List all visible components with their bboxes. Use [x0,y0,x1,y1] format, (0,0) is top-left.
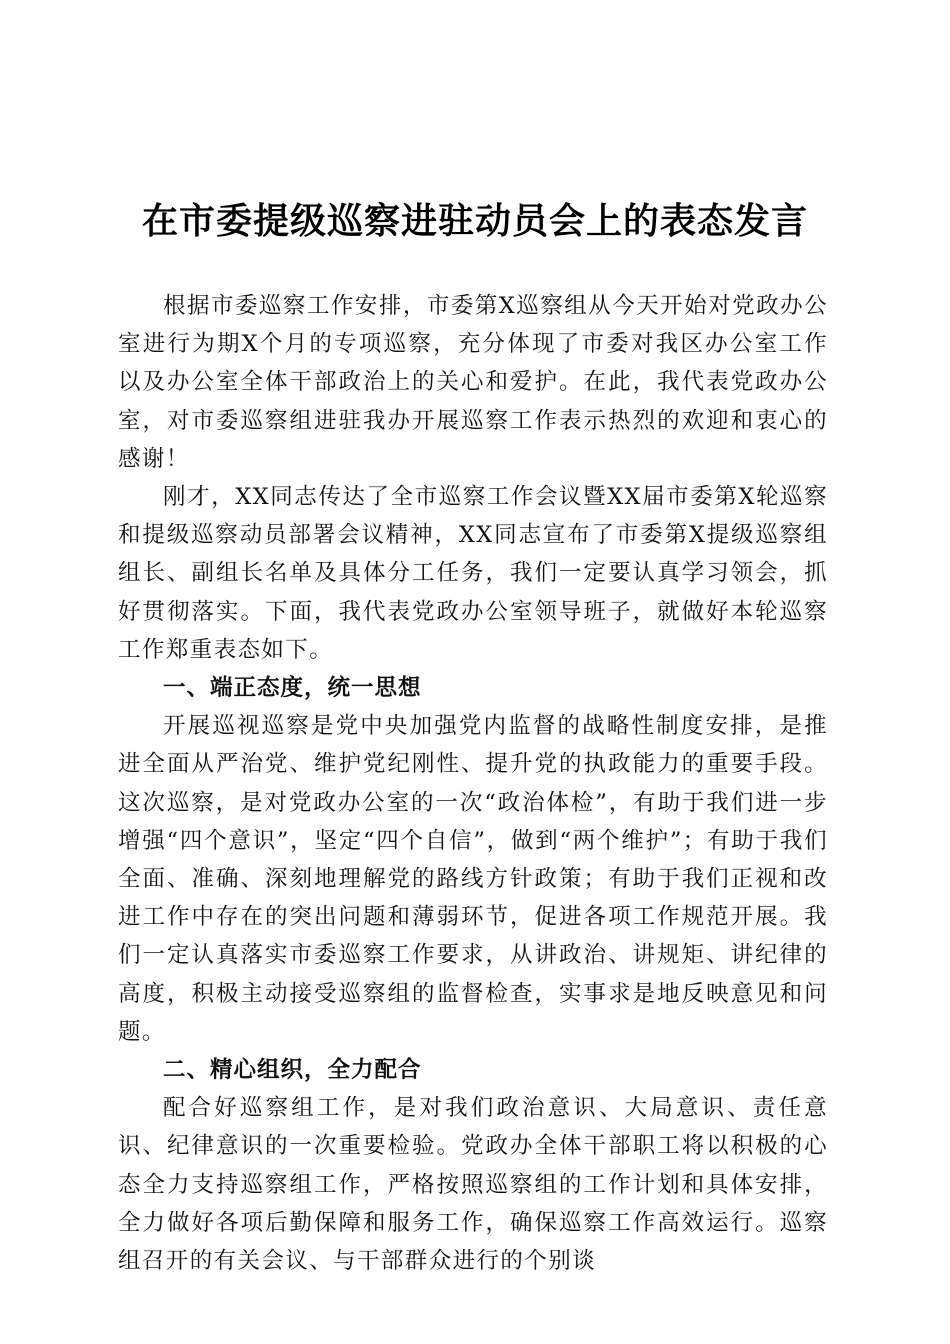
paragraph-section-2: 配合好巡察组工作，是对我们政治意识、大局意识、责任意识、纪律意识的一次重要检验。党政办全体干部职工将以积极的心态全力支持巡察组工作，严格按照巡察组的工作计划和具体安排，全力做好各项后勤保障和服务工作，确保巡察工作高效运行。巡察组召开的有关会议、与干部群众进行的个别谈 [118,1095,828,1275]
document-title: 在市委提级巡察进驻动员会上的表态发言 [141,200,808,242]
document-body [118,287,828,1280]
section-heading-1: 一、端正态度，统一思想 [163,675,422,702]
paragraph-intro: 根据市委巡察工作安排，市委第X巡察组从今天开始对党政办公室进行为期X个月的专项巡察，充分体现了市委对我区办公室工作以及办公室全体干部政治上的关心和爱护。在此，我代表党政办公室，对市委巡察组进驻我办开展巡察工作表示热烈的欢迎和衷心的感谢！ [118,293,828,472]
paragraph-meeting: 刚才，XX同志传达了全市巡察工作会议暨XX届市委第X轮巡察和提级巡察动员部署会议精神，XX同志宣布了市委第X提级巡察组组长、副组长名单及具体分工任务，我们一定要认真学习领会，抓好贯彻落实。下面，我代表党政办公室领导班子，就做好本轮巡察工作郑重表态如下。 [118,484,828,663]
paragraph-section-1: 开展巡视巡察是党中央加强党内监督的战略性制度安排，是推进全面从严治党、维护党纪刚性、提升党的执政能力的重要手段。这次巡察，是对党政办公室的一次“政治体检”，有助于我们进一步增强“四个意识”，坚定“四个自信”，做到“两个维护”；有助于我们全面、准确、深刻地理解党的路线方针政策；有助于我们正视和改进工作中存在的突出问题和薄弱环节，促进各项工作规范开展。我们一定认真落实市委巡察工作要求，从讲政治、讲规矩、讲纪律的高度，积极主动接受巡察组的监督检查，实事求是地反映意见和问题。 [118,713,828,1045]
section-heading-2: 二、精心组织，全力配合 [163,1057,422,1084]
